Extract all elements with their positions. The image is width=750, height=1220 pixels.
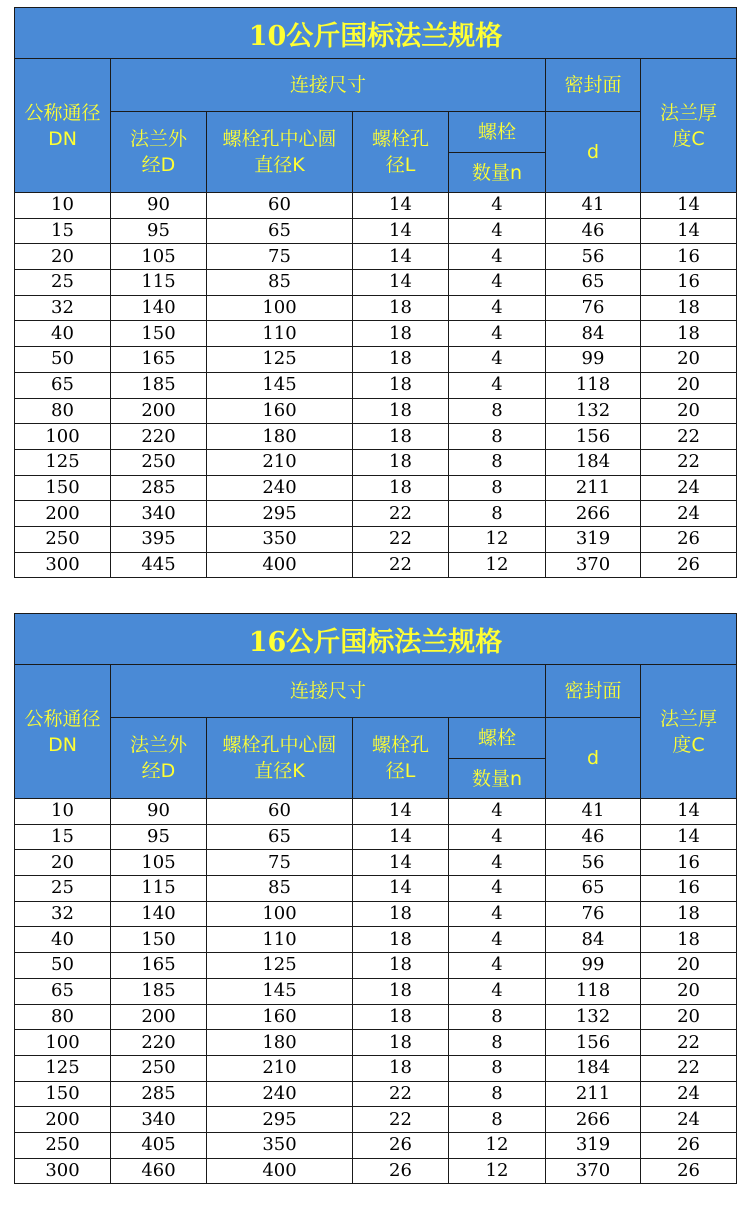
cell-bolt-hole: 18 bbox=[353, 424, 449, 450]
cell-dn: 15 bbox=[15, 218, 111, 244]
cell-bolt-hole: 18 bbox=[353, 1004, 449, 1030]
header-connect-dimensions: 连接尺寸 bbox=[111, 665, 546, 718]
table-title: 16公斤国标法兰规格 bbox=[15, 614, 737, 665]
table-row bbox=[15, 1004, 737, 1030]
cell-bolt-hole: 18 bbox=[353, 953, 449, 979]
header-bolt-circle-diameter: 螺栓孔中心圆直径K bbox=[207, 112, 353, 193]
cell-bolt-circle: 160 bbox=[207, 1004, 353, 1030]
table-row bbox=[15, 270, 737, 296]
cell-bolt-circle: 240 bbox=[207, 1081, 353, 1107]
table-row bbox=[15, 1055, 737, 1081]
cell-thickness: 20 bbox=[641, 953, 737, 979]
cell-dn: 15 bbox=[15, 824, 111, 850]
cell-bolt-hole: 18 bbox=[353, 475, 449, 501]
header-flange-thickness: 法兰厚度C bbox=[641, 665, 737, 799]
cell-seal-d: 319 bbox=[546, 1132, 641, 1158]
cell-seal-d: 76 bbox=[546, 295, 641, 321]
table-row bbox=[15, 244, 737, 270]
cell-seal-d: 132 bbox=[546, 398, 641, 424]
cell-thickness: 18 bbox=[641, 927, 737, 953]
cell-thickness: 18 bbox=[641, 321, 737, 347]
header-connect-dimensions: 连接尺寸 bbox=[111, 59, 546, 112]
cell-bolt-circle: 75 bbox=[207, 244, 353, 270]
cell-dn: 65 bbox=[15, 978, 111, 1004]
table-row bbox=[15, 1107, 737, 1133]
table-row bbox=[15, 398, 737, 424]
table-row bbox=[15, 824, 737, 850]
cell-bolt-circle: 400 bbox=[207, 1158, 353, 1184]
cell-dn: 50 bbox=[15, 953, 111, 979]
flange-table-16kg bbox=[14, 613, 737, 1184]
cell-outer-diameter: 395 bbox=[111, 526, 207, 552]
cell-outer-diameter: 340 bbox=[111, 501, 207, 527]
cell-thickness: 24 bbox=[641, 501, 737, 527]
cell-seal-d: 118 bbox=[546, 372, 641, 398]
cell-bolt-hole: 22 bbox=[353, 526, 449, 552]
cell-bolt-hole: 18 bbox=[353, 1055, 449, 1081]
cell-outer-diameter: 200 bbox=[111, 398, 207, 424]
header-outer-diameter: 法兰外经D bbox=[111, 112, 207, 193]
cell-bolt-hole: 14 bbox=[353, 876, 449, 902]
cell-bolt-circle: 85 bbox=[207, 876, 353, 902]
cell-seal-d: 156 bbox=[546, 424, 641, 450]
cell-bolt-hole: 14 bbox=[353, 193, 449, 219]
cell-bolt-circle: 400 bbox=[207, 552, 353, 578]
cell-bolt-circle: 125 bbox=[207, 953, 353, 979]
cell-bolt-circle: 145 bbox=[207, 978, 353, 1004]
cell-dn: 125 bbox=[15, 1055, 111, 1081]
cell-bolt-circle: 350 bbox=[207, 1132, 353, 1158]
cell-seal-d: 56 bbox=[546, 244, 641, 270]
cell-seal-d: 46 bbox=[546, 824, 641, 850]
cell-outer-diameter: 105 bbox=[111, 244, 207, 270]
cell-thickness: 26 bbox=[641, 1132, 737, 1158]
cell-thickness: 24 bbox=[641, 475, 737, 501]
cell-dn: 200 bbox=[15, 501, 111, 527]
cell-seal-d: 84 bbox=[546, 321, 641, 347]
cell-bolt-hole: 18 bbox=[353, 372, 449, 398]
cell-dn: 20 bbox=[15, 850, 111, 876]
table-row bbox=[15, 501, 737, 527]
cell-bolt-count: 12 bbox=[449, 1132, 546, 1158]
cell-bolt-count: 4 bbox=[449, 295, 546, 321]
cell-dn: 50 bbox=[15, 347, 111, 373]
cell-outer-diameter: 460 bbox=[111, 1158, 207, 1184]
cell-bolt-circle: 295 bbox=[207, 1107, 353, 1133]
cell-outer-diameter: 250 bbox=[111, 1055, 207, 1081]
header-seal-face: 密封面 bbox=[546, 59, 641, 112]
cell-thickness: 26 bbox=[641, 552, 737, 578]
cell-seal-d: 211 bbox=[546, 1081, 641, 1107]
table-row bbox=[15, 347, 737, 373]
cell-outer-diameter: 95 bbox=[111, 824, 207, 850]
header-seal-d: d bbox=[546, 112, 641, 193]
table-row bbox=[15, 978, 737, 1004]
cell-bolt-hole: 18 bbox=[353, 1030, 449, 1056]
cell-dn: 25 bbox=[15, 876, 111, 902]
table-row bbox=[15, 1030, 737, 1056]
cell-thickness: 14 bbox=[641, 218, 737, 244]
cell-dn: 80 bbox=[15, 398, 111, 424]
cell-bolt-count: 12 bbox=[449, 526, 546, 552]
cell-dn: 250 bbox=[15, 1132, 111, 1158]
table-row bbox=[15, 475, 737, 501]
cell-outer-diameter: 95 bbox=[111, 218, 207, 244]
cell-outer-diameter: 285 bbox=[111, 1081, 207, 1107]
cell-bolt-hole: 26 bbox=[353, 1132, 449, 1158]
table-row bbox=[15, 321, 737, 347]
header-bolt-circle-diameter: 螺栓孔中心圆直径K bbox=[207, 718, 353, 799]
cell-seal-d: 41 bbox=[546, 799, 641, 825]
cell-bolt-count: 4 bbox=[449, 218, 546, 244]
flange-table-10kg bbox=[14, 7, 737, 578]
cell-seal-d: 76 bbox=[546, 901, 641, 927]
cell-dn: 80 bbox=[15, 1004, 111, 1030]
cell-bolt-count: 4 bbox=[449, 901, 546, 927]
cell-outer-diameter: 285 bbox=[111, 475, 207, 501]
cell-bolt-circle: 295 bbox=[207, 501, 353, 527]
cell-seal-d: 56 bbox=[546, 850, 641, 876]
cell-bolt-circle: 60 bbox=[207, 193, 353, 219]
cell-thickness: 14 bbox=[641, 824, 737, 850]
cell-thickness: 20 bbox=[641, 347, 737, 373]
cell-seal-d: 41 bbox=[546, 193, 641, 219]
cell-bolt-hole: 18 bbox=[353, 321, 449, 347]
cell-outer-diameter: 250 bbox=[111, 449, 207, 475]
cell-outer-diameter: 140 bbox=[111, 295, 207, 321]
cell-thickness: 20 bbox=[641, 978, 737, 1004]
cell-seal-d: 99 bbox=[546, 347, 641, 373]
cell-bolt-hole: 18 bbox=[353, 347, 449, 373]
header-bolt-count: 数量n bbox=[449, 153, 546, 193]
header-bolt-hole-diameter: 螺栓孔径L bbox=[353, 718, 449, 799]
table-row bbox=[15, 927, 737, 953]
cell-dn: 150 bbox=[15, 1081, 111, 1107]
table-row bbox=[15, 1081, 737, 1107]
cell-bolt-count: 4 bbox=[449, 953, 546, 979]
cell-bolt-hole: 22 bbox=[353, 1081, 449, 1107]
cell-outer-diameter: 405 bbox=[111, 1132, 207, 1158]
cell-thickness: 18 bbox=[641, 295, 737, 321]
cell-seal-d: 184 bbox=[546, 1055, 641, 1081]
cell-thickness: 16 bbox=[641, 876, 737, 902]
cell-bolt-hole: 14 bbox=[353, 824, 449, 850]
table-body-16kg bbox=[15, 614, 737, 1184]
cell-thickness: 24 bbox=[641, 1081, 737, 1107]
cell-thickness: 14 bbox=[641, 799, 737, 825]
cell-bolt-circle: 100 bbox=[207, 901, 353, 927]
cell-thickness: 26 bbox=[641, 526, 737, 552]
cell-bolt-count: 4 bbox=[449, 824, 546, 850]
cell-dn: 150 bbox=[15, 475, 111, 501]
cell-thickness: 16 bbox=[641, 850, 737, 876]
table-row bbox=[15, 424, 737, 450]
cell-dn: 200 bbox=[15, 1107, 111, 1133]
cell-bolt-hole: 18 bbox=[353, 901, 449, 927]
cell-seal-d: 156 bbox=[546, 1030, 641, 1056]
cell-dn: 10 bbox=[15, 193, 111, 219]
cell-dn: 125 bbox=[15, 449, 111, 475]
cell-bolt-hole: 18 bbox=[353, 449, 449, 475]
cell-bolt-circle: 180 bbox=[207, 1030, 353, 1056]
cell-thickness: 22 bbox=[641, 449, 737, 475]
cell-bolt-circle: 65 bbox=[207, 824, 353, 850]
cell-bolt-count: 8 bbox=[449, 501, 546, 527]
cell-bolt-circle: 180 bbox=[207, 424, 353, 450]
cell-bolt-count: 4 bbox=[449, 372, 546, 398]
cell-bolt-circle: 85 bbox=[207, 270, 353, 296]
cell-bolt-count: 8 bbox=[449, 424, 546, 450]
cell-outer-diameter: 140 bbox=[111, 901, 207, 927]
cell-bolt-hole: 14 bbox=[353, 218, 449, 244]
cell-bolt-hole: 22 bbox=[353, 552, 449, 578]
table-row bbox=[15, 449, 737, 475]
cell-bolt-hole: 14 bbox=[353, 850, 449, 876]
cell-bolt-hole: 18 bbox=[353, 295, 449, 321]
cell-bolt-count: 8 bbox=[449, 475, 546, 501]
table-row bbox=[15, 193, 737, 219]
header-bolt-hole-diameter: 螺栓孔径L bbox=[353, 112, 449, 193]
cell-bolt-count: 4 bbox=[449, 193, 546, 219]
cell-thickness: 16 bbox=[641, 244, 737, 270]
cell-bolt-count: 8 bbox=[449, 1107, 546, 1133]
table-row bbox=[15, 953, 737, 979]
table-row bbox=[15, 372, 737, 398]
header-dn: 公称通径DN bbox=[15, 59, 111, 193]
cell-seal-d: 65 bbox=[546, 876, 641, 902]
table-title: 10公斤国标法兰规格 bbox=[15, 8, 737, 59]
cell-bolt-circle: 145 bbox=[207, 372, 353, 398]
cell-bolt-circle: 110 bbox=[207, 927, 353, 953]
cell-bolt-hole: 22 bbox=[353, 1107, 449, 1133]
cell-bolt-count: 12 bbox=[449, 1158, 546, 1184]
cell-outer-diameter: 185 bbox=[111, 978, 207, 1004]
cell-thickness: 22 bbox=[641, 1030, 737, 1056]
cell-thickness: 24 bbox=[641, 1107, 737, 1133]
cell-bolt-circle: 350 bbox=[207, 526, 353, 552]
cell-seal-d: 266 bbox=[546, 1107, 641, 1133]
cell-thickness: 18 bbox=[641, 901, 737, 927]
cell-thickness: 26 bbox=[641, 1158, 737, 1184]
cell-outer-diameter: 445 bbox=[111, 552, 207, 578]
cell-bolt-circle: 240 bbox=[207, 475, 353, 501]
cell-bolt-circle: 110 bbox=[207, 321, 353, 347]
table-row bbox=[15, 526, 737, 552]
cell-bolt-circle: 100 bbox=[207, 295, 353, 321]
cell-seal-d: 370 bbox=[546, 1158, 641, 1184]
cell-bolt-count: 4 bbox=[449, 244, 546, 270]
cell-thickness: 16 bbox=[641, 270, 737, 296]
cell-outer-diameter: 150 bbox=[111, 927, 207, 953]
cell-seal-d: 319 bbox=[546, 526, 641, 552]
cell-seal-d: 211 bbox=[546, 475, 641, 501]
cell-dn: 32 bbox=[15, 901, 111, 927]
cell-bolt-circle: 210 bbox=[207, 1055, 353, 1081]
header-outer-diameter: 法兰外经D bbox=[111, 718, 207, 799]
table-body-10kg bbox=[15, 8, 737, 578]
cell-bolt-hole: 22 bbox=[353, 501, 449, 527]
header-bolt-count: 数量n bbox=[449, 759, 546, 799]
cell-dn: 100 bbox=[15, 1030, 111, 1056]
cell-dn: 32 bbox=[15, 295, 111, 321]
cell-dn: 100 bbox=[15, 424, 111, 450]
cell-outer-diameter: 115 bbox=[111, 270, 207, 296]
cell-seal-d: 370 bbox=[546, 552, 641, 578]
cell-bolt-count: 4 bbox=[449, 876, 546, 902]
header-seal-face: 密封面 bbox=[546, 665, 641, 718]
cell-bolt-circle: 60 bbox=[207, 799, 353, 825]
cell-seal-d: 184 bbox=[546, 449, 641, 475]
table-row bbox=[15, 1158, 737, 1184]
cell-bolt-count: 4 bbox=[449, 347, 546, 373]
table-row bbox=[15, 799, 737, 825]
cell-thickness: 20 bbox=[641, 398, 737, 424]
cell-thickness: 22 bbox=[641, 1055, 737, 1081]
cell-seal-d: 266 bbox=[546, 501, 641, 527]
cell-dn: 300 bbox=[15, 552, 111, 578]
cell-bolt-circle: 65 bbox=[207, 218, 353, 244]
cell-bolt-count: 4 bbox=[449, 799, 546, 825]
cell-bolt-count: 8 bbox=[449, 398, 546, 424]
cell-bolt-count: 8 bbox=[449, 1030, 546, 1056]
cell-dn: 20 bbox=[15, 244, 111, 270]
cell-bolt-count: 8 bbox=[449, 1055, 546, 1081]
cell-seal-d: 132 bbox=[546, 1004, 641, 1030]
cell-dn: 300 bbox=[15, 1158, 111, 1184]
cell-dn: 65 bbox=[15, 372, 111, 398]
cell-seal-d: 65 bbox=[546, 270, 641, 296]
cell-bolt-circle: 160 bbox=[207, 398, 353, 424]
cell-bolt-count: 4 bbox=[449, 321, 546, 347]
header-bolt: 螺栓 bbox=[449, 112, 546, 153]
cell-bolt-hole: 26 bbox=[353, 1158, 449, 1184]
cell-dn: 250 bbox=[15, 526, 111, 552]
cell-seal-d: 84 bbox=[546, 927, 641, 953]
header-dn: 公称通径DN bbox=[15, 665, 111, 799]
cell-outer-diameter: 115 bbox=[111, 876, 207, 902]
cell-bolt-hole: 18 bbox=[353, 978, 449, 1004]
cell-thickness: 22 bbox=[641, 424, 737, 450]
cell-seal-d: 99 bbox=[546, 953, 641, 979]
cell-outer-diameter: 220 bbox=[111, 1030, 207, 1056]
cell-dn: 40 bbox=[15, 927, 111, 953]
cell-bolt-circle: 125 bbox=[207, 347, 353, 373]
cell-bolt-circle: 210 bbox=[207, 449, 353, 475]
table-row bbox=[15, 1132, 737, 1158]
cell-dn: 10 bbox=[15, 799, 111, 825]
cell-thickness: 20 bbox=[641, 372, 737, 398]
cell-outer-diameter: 185 bbox=[111, 372, 207, 398]
cell-bolt-hole: 14 bbox=[353, 270, 449, 296]
cell-dn: 40 bbox=[15, 321, 111, 347]
table-row bbox=[15, 901, 737, 927]
cell-bolt-count: 12 bbox=[449, 552, 546, 578]
cell-outer-diameter: 150 bbox=[111, 321, 207, 347]
cell-thickness: 14 bbox=[641, 193, 737, 219]
table-row bbox=[15, 850, 737, 876]
cell-seal-d: 46 bbox=[546, 218, 641, 244]
cell-dn: 25 bbox=[15, 270, 111, 296]
cell-bolt-count: 4 bbox=[449, 850, 546, 876]
cell-bolt-hole: 18 bbox=[353, 398, 449, 424]
table-row bbox=[15, 295, 737, 321]
cell-bolt-circle: 75 bbox=[207, 850, 353, 876]
cell-outer-diameter: 90 bbox=[111, 799, 207, 825]
cell-outer-diameter: 220 bbox=[111, 424, 207, 450]
cell-bolt-count: 4 bbox=[449, 927, 546, 953]
cell-bolt-count: 8 bbox=[449, 449, 546, 475]
cell-bolt-hole: 14 bbox=[353, 244, 449, 270]
cell-outer-diameter: 90 bbox=[111, 193, 207, 219]
table-row bbox=[15, 876, 737, 902]
cell-bolt-count: 8 bbox=[449, 1004, 546, 1030]
cell-outer-diameter: 165 bbox=[111, 953, 207, 979]
header-bolt: 螺栓 bbox=[449, 718, 546, 759]
header-seal-d: d bbox=[546, 718, 641, 799]
cell-outer-diameter: 200 bbox=[111, 1004, 207, 1030]
cell-bolt-count: 4 bbox=[449, 270, 546, 296]
cell-bolt-hole: 14 bbox=[353, 799, 449, 825]
cell-outer-diameter: 340 bbox=[111, 1107, 207, 1133]
cell-bolt-hole: 18 bbox=[353, 927, 449, 953]
table-row bbox=[15, 218, 737, 244]
cell-outer-diameter: 165 bbox=[111, 347, 207, 373]
cell-thickness: 20 bbox=[641, 1004, 737, 1030]
cell-bolt-count: 4 bbox=[449, 978, 546, 1004]
cell-bolt-count: 8 bbox=[449, 1081, 546, 1107]
cell-seal-d: 118 bbox=[546, 978, 641, 1004]
table-row bbox=[15, 552, 737, 578]
cell-outer-diameter: 105 bbox=[111, 850, 207, 876]
header-flange-thickness: 法兰厚度C bbox=[641, 59, 737, 193]
